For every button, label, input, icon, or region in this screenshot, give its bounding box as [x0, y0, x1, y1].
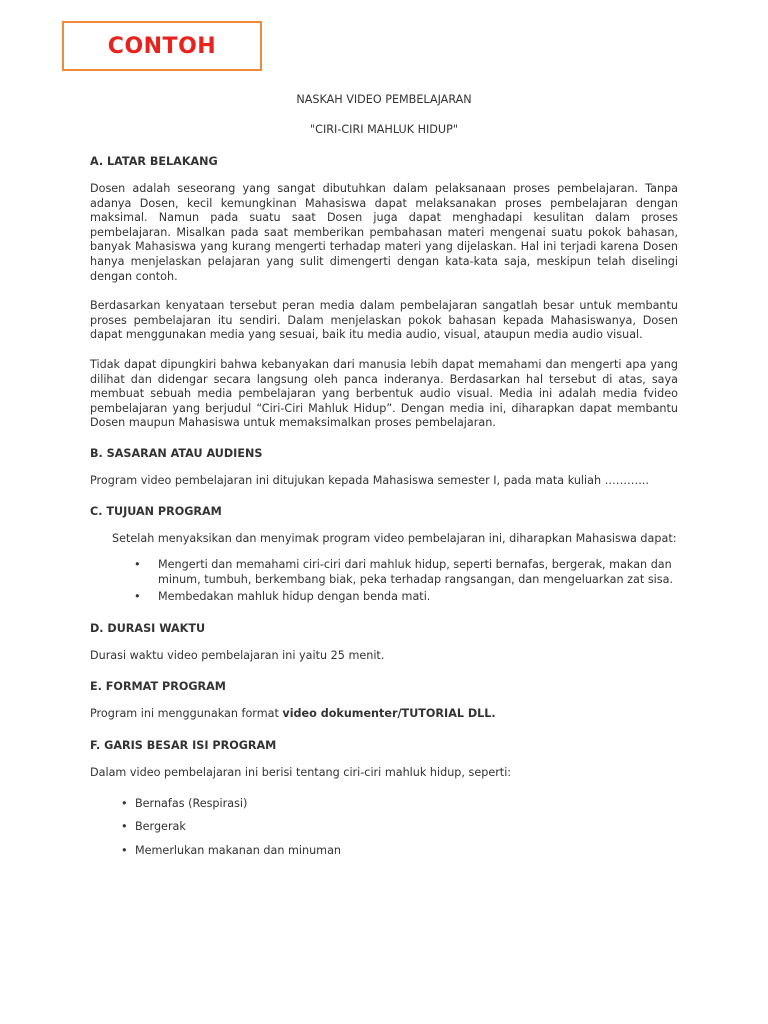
paragraph-tujuan: Setelah menyaksikan dan menyimak program video pembelajaran ini, diharapkan Mahasiswa dapat: [112, 531, 677, 545]
stamp-label: CONTOH [107, 33, 217, 59]
list-item: • Bergerak [135, 820, 678, 835]
heading-garis-besar: F. GARIS BESAR ISI PROGRAM [90, 739, 277, 753]
list-item: • Mengerti dan memahami ciri-ciri dari mahluk hidup, seperti bernafas, bergerak, makan dan minum, tumbuh, berkembang biak, peka terhadap rangsangan, dan mengeluarkan zat sisa. [158, 558, 678, 587]
tujuan-list [158, 558, 678, 605]
contoh-stamp [62, 21, 262, 71]
list-item: • Memerlukan makanan dan minuman [135, 844, 678, 859]
paragraph-latar-2: Berdasarkan kenyataan tersebut peran media dalam pembelajaran sangatlah besar untuk membantu proses pembelajaran itu sendiri. Dalam menjelaskan pokok bahasan kepada Mahasiswanya, Dosen dapat menggunakan media yang sesuai, baik itu media audio, visual, ataupun media audio visual. [90, 299, 678, 342]
heading-format: E. FORMAT PROGRAM [90, 680, 226, 694]
paragraph-format [90, 707, 678, 722]
paragraph-durasi: Durasi waktu video pembelajaran ini yaitu 25 menit. [90, 648, 385, 662]
paragraph-sasaran: Program video pembelajaran ini ditujukan kepada Mahasiswa semester I, pada mata kuliah ………... [90, 473, 649, 487]
paragraph-latar-3: Tidak dapat dipungkiri bahwa kebanyakan dari manusia lebih dapat memahami dan mengerti apa yang dilihat dan didengar secara langsung oleh panca inderanya. Berdasarkan hal tersebut di atas, saya membuat sebuah media pembelajaran yang berbentuk audio visual. Media ini adalah media fvideo pembelajaran yang berjudul “Ciri-Ciri Mahluk Hidup”. Dengan media ini, diharapkan dapat membantu Dosen maupun Mahasiswa untuk memaksimalkan proses pembelajaran. [90, 357, 678, 430]
list-item: • Membedakan mahluk hidup dengan benda mati. [158, 590, 678, 605]
heading-latar-belakang: A. LATAR BELAKANG [90, 155, 218, 168]
format-prefix: Program ini menggunakan format [90, 707, 283, 721]
heading-tujuan: C. TUJUAN PROGRAM [90, 504, 222, 518]
document-body [90, 92, 678, 858]
paragraph-garis-besar: Dalam video pembelajaran ini berisi tentang ciri-ciri mahluk hidup, seperti: [90, 766, 512, 780]
heading-sasaran: B. SASARAN ATAU AUDIENS [90, 446, 263, 460]
list-item: • Bernafas (Respirasi) [135, 797, 678, 812]
heading-durasi: D. DURASI WAKTU [90, 621, 206, 635]
document-title: NASKAH VIDEO PEMBELAJARAN [296, 93, 472, 106]
paragraph-latar-1: Dosen adalah seseorang yang sangat dibutuhkan dalam pelaksanaan proses pembelajaran. Tanpa adanya Dosen, kecil kemungkinan Mahasiswa dapat melaksanakan proses pembelajaran dengan maksimal. Namun pada suatu saat Dosen juga dapat menghadapi kesulitan dalam proses pembelajaran. Misalkan pada saat memberikan pembahasan materi mengenai suatu pokok bahasan, banyak Mahasiswa yang kurang mengerti terhadap materi yang dijelaskan. Hal ini terjadi karena Dosen hanya menjelaskan pelajaran yang sulit dimengerti dengan kata-kata saja, meskipun telah diselingi dengan contoh. [90, 182, 678, 283]
tujuan-block [112, 532, 678, 605]
document-subtitle: "CIRI-CIRI MAHLUK HIDUP" [310, 123, 458, 136]
format-bold: video dokumenter/TUTORIAL DLL. [282, 707, 496, 721]
isi-program-list [135, 797, 678, 859]
